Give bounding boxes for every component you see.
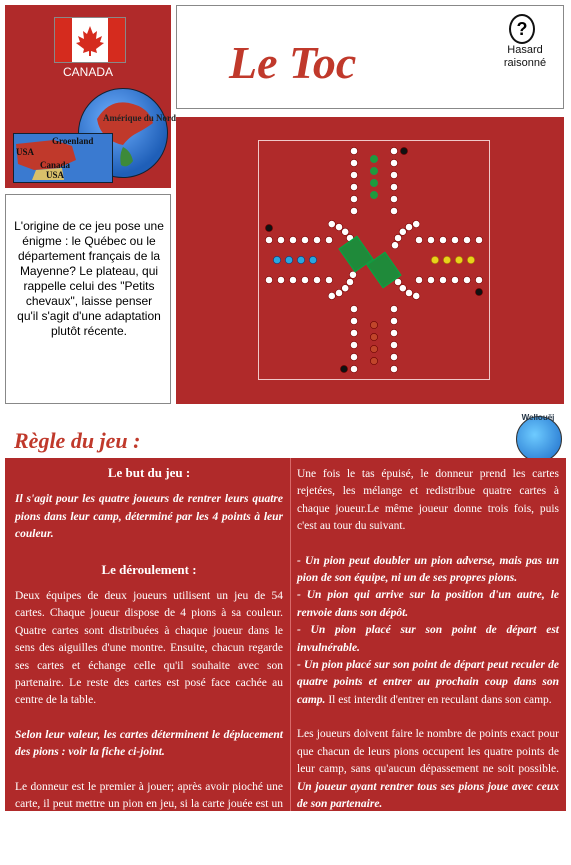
track-hole (415, 236, 422, 243)
rule-bullet-2 (297, 587, 559, 622)
track-hole (390, 171, 397, 178)
rules-paragraph-5-bold: Un joueur ayant rentrer tous ses pions joue avec ceux de son partenaire. (297, 780, 559, 810)
track-hole (328, 292, 335, 299)
track-hole (390, 353, 397, 360)
home-hole-yellow (467, 256, 474, 263)
maple-leaf-icon (55, 18, 125, 62)
track-hole (350, 365, 357, 372)
track-hole (335, 223, 342, 230)
track-hole (265, 236, 272, 243)
track-hole (390, 195, 397, 202)
home-hole-green (370, 191, 377, 198)
track-hole (325, 236, 332, 243)
game-board (259, 141, 489, 379)
track-hole (394, 234, 401, 241)
origin-box (5, 194, 171, 404)
track-hole (335, 289, 342, 296)
rule-bullet-3-text: - Un pion placé sur son point de départ est invulnérable. (297, 624, 559, 654)
rule-bullet-4-plain: Il est interdit d'entrer en reculant dans son camp. (325, 693, 552, 706)
rules-left-column (15, 464, 283, 865)
board-panel (176, 117, 564, 404)
track-hole (350, 195, 357, 202)
track-hole (463, 236, 470, 243)
track-hole (427, 236, 434, 243)
track-hole (390, 207, 397, 214)
track-hole (415, 276, 422, 283)
home-hole-green (370, 155, 377, 162)
home-hole-blue (309, 256, 316, 263)
track-hole (277, 236, 284, 243)
goal-title: Le but du jeu : (107, 465, 191, 480)
track-hole (405, 289, 412, 296)
track-hole (349, 271, 356, 278)
rules-paragraph-5 (297, 726, 559, 813)
track-hole (427, 276, 434, 283)
track-hole (325, 276, 332, 283)
track-hole (350, 159, 357, 166)
canada-panel (5, 5, 177, 188)
track-hole (301, 276, 308, 283)
rule-bullet-3 (297, 622, 559, 657)
game-type-label (495, 44, 555, 70)
map-label-canada: Canada (40, 160, 71, 170)
track-hole (463, 276, 470, 283)
start-hole (400, 147, 407, 154)
track-hole (265, 276, 272, 283)
home-hole-red (370, 357, 377, 364)
track-hole (399, 228, 406, 235)
track-hole (301, 236, 308, 243)
page-title: Le Toc (229, 37, 357, 88)
track-hole (390, 341, 397, 348)
track-hole (390, 317, 397, 324)
game-type-line-1: Hasard (507, 44, 543, 56)
track-hole (350, 207, 357, 214)
home-hole-blue (297, 256, 304, 263)
course-title: Le déroulement : (101, 561, 197, 577)
track-hole (399, 285, 406, 292)
home-hole-yellow (443, 256, 450, 263)
map-label-groenland: Groenland (52, 136, 94, 146)
rule-bullet-2-text: - Un pion qui arrive sur la position d'un autre, le renvoie dans son dépôt. (297, 589, 559, 619)
home-hole-yellow (455, 256, 462, 263)
rule-bullet-4-bold: - Un pion placé sur son point de départ peut reculer de quatre points et entrer au prochain coup dans son camp. (297, 659, 559, 706)
track-hole (350, 317, 357, 324)
rules-paragraph-2: Selon leur valeur, les cartes déterminent le déplacement des pions : voir la fiche ci-joint. (15, 728, 283, 759)
home-hole-red (370, 321, 377, 328)
rule-bullet-1-text: - Un pion peut doubler un pion adverse, mais pas un pion de son équipe, ni un de ses propres pions. (297, 554, 559, 585)
track-hole (289, 236, 296, 243)
home-hole-green (370, 179, 377, 186)
board-frame (258, 140, 490, 380)
start-hole (475, 288, 482, 295)
track-hole (313, 236, 320, 243)
home-hole-red (370, 345, 377, 352)
track-hole (475, 276, 482, 283)
track-hole (390, 329, 397, 336)
track-hole (475, 236, 482, 243)
track-hole (439, 236, 446, 243)
home-hole-yellow (431, 256, 438, 263)
track-hole (391, 242, 398, 249)
home-hole-blue (273, 256, 280, 263)
start-hole (265, 224, 272, 231)
canada-flag (54, 17, 126, 63)
track-hole (390, 147, 397, 154)
track-hole (350, 147, 357, 154)
track-hole (451, 236, 458, 243)
track-hole (405, 223, 412, 230)
track-hole (390, 159, 397, 166)
track-hole (390, 183, 397, 190)
map-label-usa-west: USA (16, 147, 35, 157)
track-hole (451, 276, 458, 283)
column-divider (290, 458, 291, 811)
track-hole (413, 220, 420, 227)
track-hole (289, 276, 296, 283)
wellouej-logo-text: Wellouëj (521, 413, 555, 422)
rules-heading: Règle du jeu : (14, 428, 141, 453)
home-hole-green (370, 167, 377, 174)
track-hole (342, 285, 349, 292)
home-hole-red (370, 333, 377, 340)
track-hole (350, 341, 357, 348)
start-hole (340, 365, 347, 372)
rules-panel (5, 458, 566, 845)
rules-paragraph-4: Une fois le tas épuisé, le donneur prend les cartes rejetées, les mélange et redistribue quatre cartes à chaque joueur.Le même joueur donne trois fois, puis c'est au tour du suivant. (297, 468, 559, 533)
origin-text: L'origine de ce jeu pose une énigme : le Québec ou le département français de la Mayenne? Le plateau, qui rappelle celui des "Petits chevaux", laisse penser qu'il s'agit d'une adaptation plutôt récente. (14, 219, 164, 338)
question-icon: ? (509, 14, 535, 44)
rule-bullet-1 (297, 553, 559, 588)
track-hole (350, 171, 357, 178)
track-hole (390, 305, 397, 312)
track-hole (439, 276, 446, 283)
rules-right-column (297, 466, 559, 830)
game-type-line-2: raisonné (503, 57, 547, 69)
track-hole (328, 220, 335, 227)
rules-paragraph-5-plain: Les joueurs doivent faire le nombre de points exact pour que chacun de leurs pions occupent les quatre points de leur camp, sans qu'aucun dépassement ne soit possible. (297, 728, 559, 776)
track-hole (413, 292, 420, 299)
track-hole (390, 365, 397, 372)
title-box (176, 5, 564, 109)
rules-paragraph-1: Deux équipes de deux joueurs utilisent un jeu de 54 cartes. Chaque joueur dispose de 4 pions à sa couleur. Quatre cartes sont distribuées à chaque joueur dans le sens des aiguilles d'une montre. Ensuite, chacun regarde ses cartes et échange celle qu'il souhaite avec son partenaire. Le reste des cartes est posé face cachée au centre de la table. (15, 590, 283, 707)
home-hole-blue (285, 256, 292, 263)
track-hole (342, 228, 349, 235)
track-hole (350, 183, 357, 190)
goal-text: Il s'agit pour les quatre joueurs de rentrer leurs quatre pions dans leur camp, déterminé par les 4 points à leur couleur. (15, 493, 283, 541)
inset-map (13, 133, 113, 183)
track-hole (313, 276, 320, 283)
rule-bullet-4 (297, 657, 559, 709)
rules-paragraph-3: Le donneur est le premier à jouer; après avoir pioché une carte, il peut mettre un pion en jeu, si la carte jouée est un as, un roi ou un joker. Les cartes utilisées ou non sont rejetées. (15, 780, 283, 845)
track-hole (277, 276, 284, 283)
track-hole (350, 305, 357, 312)
map-label-north-america: Amérique du Nord (103, 113, 177, 123)
track-hole (346, 278, 353, 285)
country-label: CANADA (62, 65, 113, 79)
track-hole (350, 353, 357, 360)
wellouej-logo (516, 416, 562, 462)
track-hole (350, 329, 357, 336)
map-label-usa-south: USA (46, 170, 65, 180)
